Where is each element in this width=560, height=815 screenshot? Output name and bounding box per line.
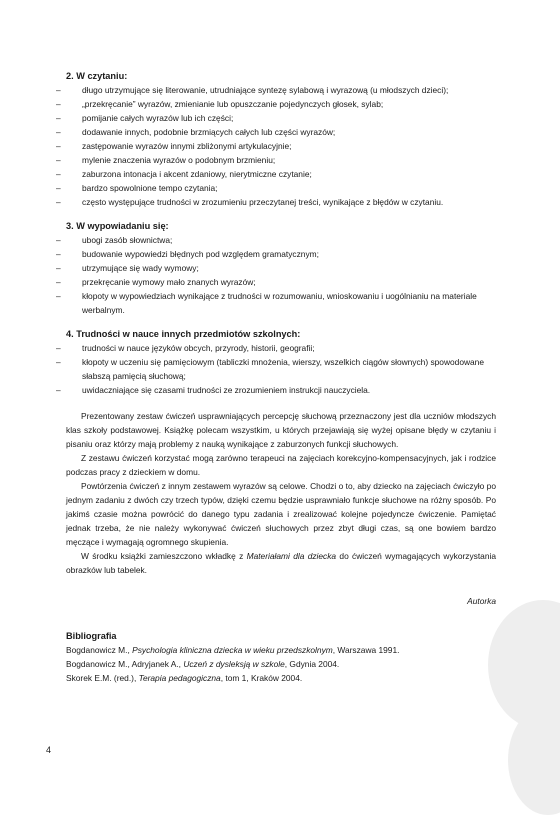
section-reading — [66, 69, 496, 209]
body-paragraph — [66, 549, 496, 577]
body-paragraph: Z zestawu ćwiczeń korzystać mogą zarówno terapeuci na zajęciach korekcyjno-kompensacyjnych, jak i rodzice podczas pracy z dzieckiem w domu. — [66, 453, 496, 477]
list-item: – „przekręcanie” wyrazów, zmienianie lub opuszczanie pojedynczych głosek, sylab; — [66, 97, 496, 111]
list-item: – trudności w nauce języków obcych, przyrody, historii, geografii; — [66, 341, 496, 355]
section-speaking — [66, 219, 496, 317]
list-item: – kłopoty w wypowiedziach wynikające z trudności w rozumowaniu, wnioskowaniu i uogólnianiu na materiale werbalnym. — [66, 289, 496, 317]
bib-author: Bogdanowicz M., Adryjanek A., — [66, 659, 184, 669]
paragraph-text: W środku książki zamieszczono wkładkę z — [81, 551, 247, 561]
body-paragraph: Prezentowany zestaw ćwiczeń usprawniających percepcję słuchową przeznaczony jest dla uczniów młodszych klas szkoły podstawowej. Książkę polecam wszystkim, u których przejawiają się wyżej opisane błędy w czytaniu i pisaniu oraz którzy mają problemy z nauką wynikające z zaburzonych funkcji słuchowych. — [66, 411, 496, 449]
bibliography-item — [66, 643, 496, 657]
bib-title: Uczeń z dysleksją w szkole — [183, 659, 285, 669]
list-item: – długo utrzymujące się literowanie, utrudniające syntezę sylabową i wyrazową (u młodszych dzieci); — [66, 83, 496, 97]
bib-rest: , Gdynia 2004. — [284, 659, 340, 669]
bib-title: Terapia pedagogiczna — [138, 673, 221, 683]
bib-title: Psychologia kliniczna dziecka w wieku przedszkolnym — [132, 645, 333, 655]
bib-rest: , Warszawa 1991. — [332, 645, 400, 655]
list-item: – kłopoty w uczeniu się pamięciowym (tabliczki mnożenia, wierszy, wszelkich ciągów słownych) spowodowane słabszą pamięcią słuchową; — [66, 355, 496, 383]
section-title: 4. Trudności w nauce innych przedmiotów szkolnych: — [66, 329, 301, 339]
bib-author: Skorek E.M. (red.), — [66, 673, 139, 683]
author-signature: Autorka — [467, 596, 496, 606]
bibliography-item — [66, 657, 496, 671]
section-other-subjects — [66, 327, 496, 397]
symptom-list — [66, 233, 496, 317]
page-number: 4 — [46, 745, 52, 755]
symptom-list — [66, 83, 496, 209]
bibliography-title: Bibliografia — [66, 631, 117, 641]
section-title: 3. W wypowiadaniu się: — [66, 221, 169, 231]
bib-author: Bogdanowicz M., — [66, 645, 133, 655]
list-item: – często występujące trudności w zrozumieniu przeczytanej treści, wynikające z błędów w czytaniu. — [66, 195, 496, 209]
list-item: – uwidaczniające się czasami trudności ze zrozumieniem instrukcji nauczyciela. — [66, 383, 496, 397]
symptom-list — [66, 341, 496, 397]
list-item: – mylenie znaczenia wyrazów o podobnym brzmieniu; — [66, 153, 496, 167]
main-content — [66, 69, 496, 685]
list-item: – budowanie wypowiedzi błędnych pod względem gramatycznym; — [66, 247, 496, 261]
paragraph-emphasis: Materiałami dla dziecka — [246, 551, 337, 561]
paragraph-text: do ćwiczeń wymagających wykorzystania obrazków lub tabelek. — [66, 551, 496, 575]
list-item: – dodawanie innych, podobnie brzmiących całych lub części wyrazów; — [66, 125, 496, 139]
list-item: – bardzo spowolnione tempo czytania; — [66, 181, 496, 195]
section-title: 2. W czytaniu: — [66, 71, 128, 81]
bibliography-item — [66, 671, 496, 685]
list-item: – pomijanie całych wyrazów lub ich części; — [66, 111, 496, 125]
list-item: – zastępowanie wyrazów innymi zbliżonymi artykulacyjnie; — [66, 139, 496, 153]
list-item: – ubogi zasób słownictwa; — [66, 233, 496, 247]
body-paragraph: Powtórzenia ćwiczeń z innym zestawem wyrazów są celowe. Chodzi o to, aby dziecko na zajęciach ćwiczyło po jednym zadaniu z dwóch czy trzech typów, dzięki czemu będzie usprawniało funkcje słuchowe na różny sposób. Po jakimś czasie można powrócić do danego typu zadania i zrealizować kolejne pojedyncze ćwiczenie. Pamiętać jednak trzeba, że nie należy wykonywać ćwiczeń słuchowych przez zbyt długi czas, są one bowiem bardzo męczące i wymagają ogromnego skupienia. — [66, 481, 496, 547]
bibliography-list — [66, 643, 496, 685]
list-item: – przekręcanie wymowy mało znanych wyrazów; — [66, 275, 496, 289]
list-item: – utrzymujące się wady wymowy; — [66, 261, 496, 275]
bib-rest: , tom 1, Kraków 2004. — [220, 673, 303, 683]
list-item: – zaburzona intonacja i akcent zdaniowy, nierytmiczne czytanie; — [66, 167, 496, 181]
